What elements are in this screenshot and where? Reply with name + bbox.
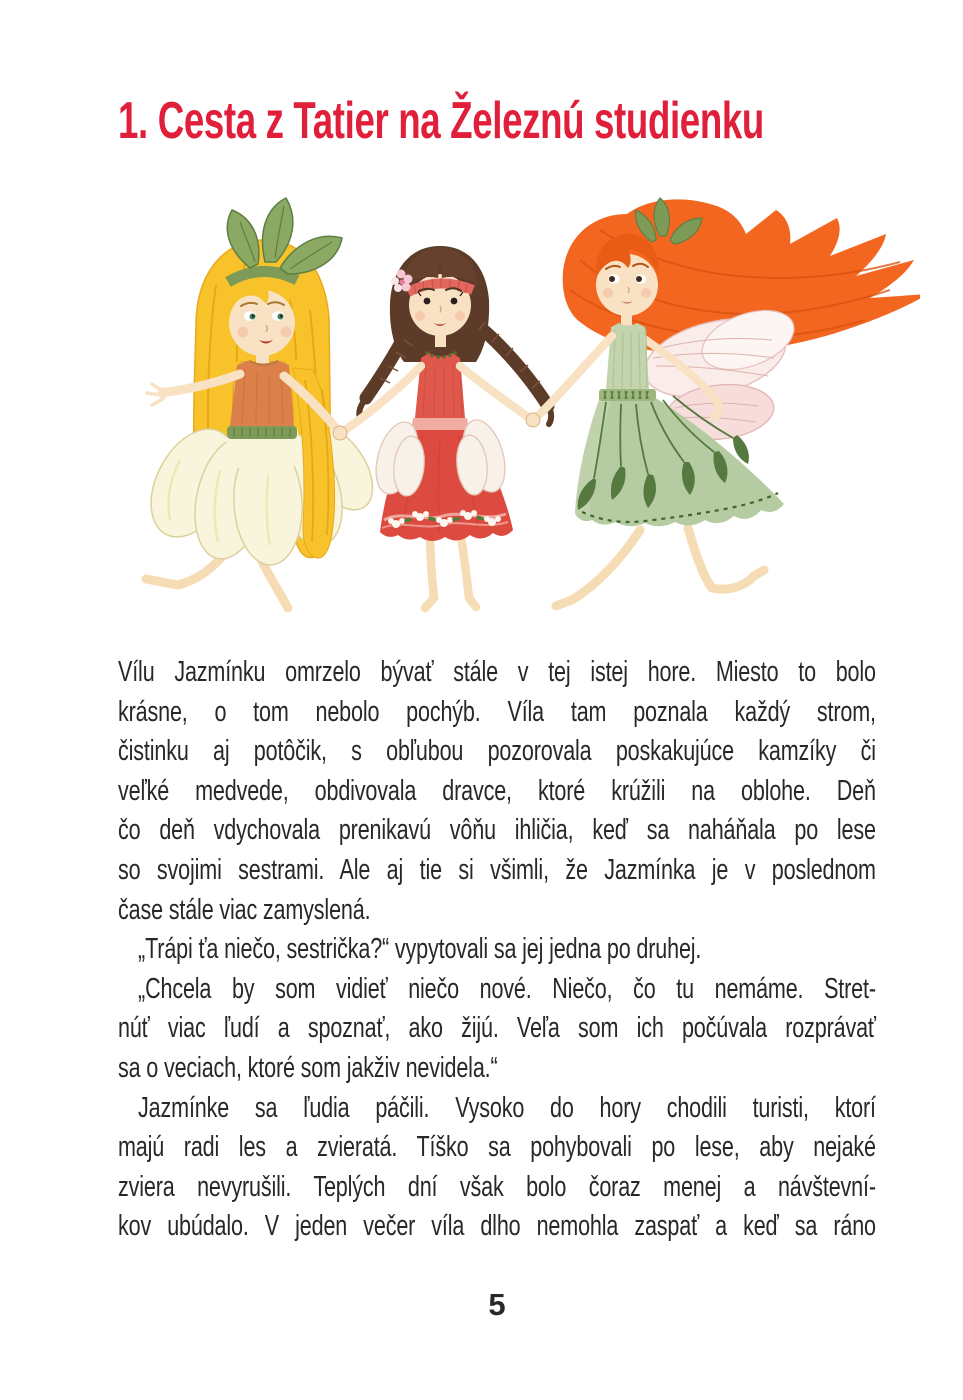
brunette-leg-right [460, 530, 476, 607]
fairies-drawing [100, 190, 920, 640]
clasped-hands-left [333, 426, 347, 440]
blonde-face [229, 290, 295, 356]
redhead-leg-back [688, 528, 764, 589]
story-line: „Trápi ťa niečo, sestrička?“ vypytovali sa jej jedna po druhej. [138, 933, 702, 966]
blonde-waistband [227, 426, 297, 439]
brunette-braid-right [471, 320, 548, 406]
story-line: veľké medvede, obdivovala dravce, ktoré krúžili na oblohe. Deň [118, 774, 876, 807]
story-line: čo deň vdychovala prenikavú vôňu ihličia, keď sa naháňala po lese [118, 814, 876, 847]
story-line: sa o veciach, ktoré som jakživ nevidela.“ [118, 1051, 498, 1084]
fairy-redhead [540, 198, 920, 606]
story-line: núť viac ľudí a spoznať, ako žijú. Veľa som ich počúvala rozprávať [118, 1012, 876, 1045]
brunette-leg-left [425, 530, 434, 608]
chapter-title [118, 92, 963, 150]
fairies-illustration [100, 190, 920, 640]
brunette-sash [411, 418, 469, 430]
page-number: 5 [488, 1287, 506, 1322]
story-text [118, 653, 876, 1247]
story-line: Vílu Jazmínku omrzelo bývať stále v tej istej hore. Miesto to bolo [118, 656, 876, 688]
story-line: zviera nevyrušili. Teplých dní však bolo čoraz menej a návštevní- [118, 1170, 876, 1203]
story-line: čistinku aj potôčik, s obľubou pozorovala poskakujúce kamzíky či [118, 735, 876, 768]
headband-leaves [227, 198, 342, 274]
story-line: krásne, o tom nebolo pochýb. Víla tam poznala každý strom, [118, 695, 876, 728]
chapter-title-text: 1. Cesta z Tatier na Železnú studienku [118, 92, 764, 150]
fairy-brunette [345, 246, 551, 608]
redhead-leg-front [556, 530, 640, 606]
story-line: „Chcela by som vidieť niečo nové. Niečo, čo tu nemáme. Stret- [138, 972, 876, 1005]
story-line: Jazmínke sa ľudia páčili. Vysoko do hory chodili turisti, ktorí [138, 1091, 876, 1124]
story-line: čase stále viac zamyslená. [118, 893, 371, 926]
fairy-blonde [134, 198, 387, 608]
story-line: so svojimi sestrami. Ale aj tie si všimli, že Jazmínka je v poslednom [118, 853, 876, 886]
clasped-hands-right [526, 413, 540, 427]
story-line: majú radi les a zvieratá. Tíško sa pohybovali po lese, aby nejaké [118, 1131, 876, 1164]
story-line: kov ubúdalo. V jeden večer víla dlho nemohla zaspať a keď sa ráno [118, 1210, 876, 1243]
